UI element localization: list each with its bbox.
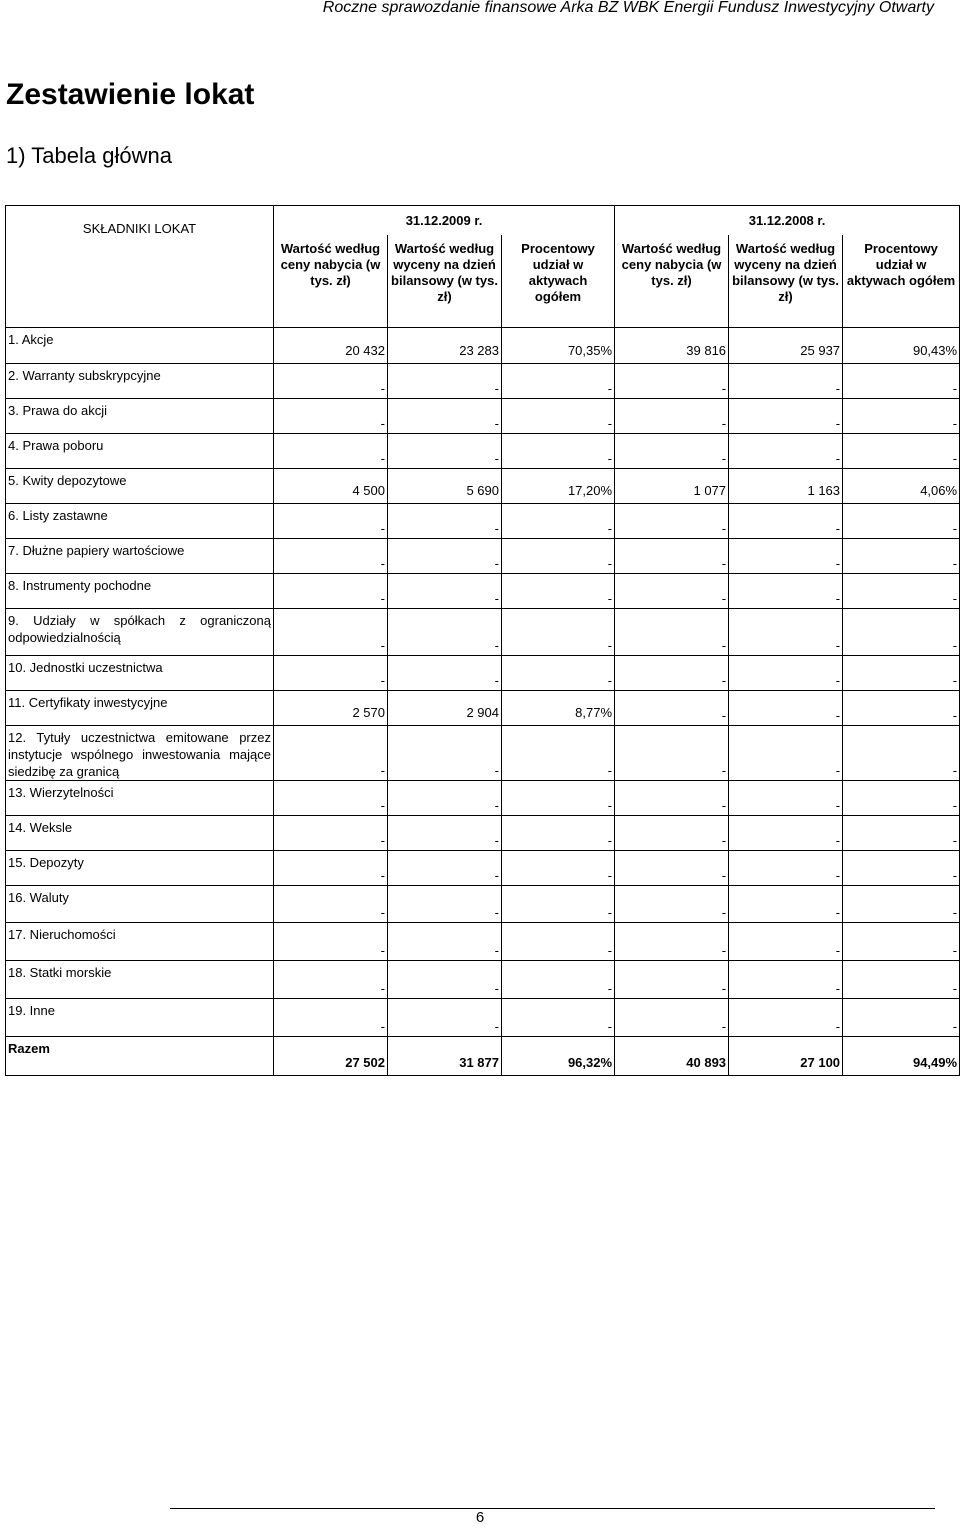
page-title: Zestawienie lokat [6,78,255,111]
table-row [6,434,960,469]
row-value: - [729,961,843,999]
row-value: - [274,999,388,1037]
row-value: - [729,999,843,1037]
row-value: - [502,726,615,781]
row-label: 17. Nieruchomości [6,923,274,961]
header-col-valuation-2008: Wartość według wyceny na dzień bilansowy (w tys. zł) [729,235,843,328]
total-label: Razem [6,1037,274,1076]
row-value: - [502,399,615,434]
row-value: - [502,999,615,1037]
row-value: - [843,691,960,726]
row-value: - [274,399,388,434]
row-value: - [502,574,615,609]
row-value: 1 077 [615,469,729,504]
table-row [6,574,960,609]
row-value: - [388,886,502,923]
row-value: 2 570 [274,691,388,726]
row-value: - [388,399,502,434]
row-label: 10. Jednostki uczestnictwa [6,656,274,691]
row-value: - [502,609,615,656]
row-value: - [843,434,960,469]
total-value: 94,49% [843,1037,960,1076]
table-row [6,961,960,999]
row-value: 90,43% [843,328,960,364]
table-row [6,781,960,816]
row-label: 4. Prawa poboru [6,434,274,469]
row-value: - [729,781,843,816]
header-period-2009: 31.12.2009 r. [274,206,615,236]
row-value: - [615,816,729,851]
row-value: - [729,923,843,961]
row-value: - [615,434,729,469]
row-value: - [274,434,388,469]
row-value: - [729,399,843,434]
header-col-share-2008: Procentowy udział w aktywach ogółem [843,235,960,328]
row-label: 19. Inne [6,999,274,1037]
row-label: 9. Udziały w spółkach z ograniczoną odpowiedzialnością [6,609,274,656]
row-value: - [843,656,960,691]
row-label: 11. Certyfikaty inwestycyjne [6,691,274,726]
row-value: 20 432 [274,328,388,364]
row-value: - [274,851,388,886]
row-value: - [615,504,729,539]
row-label: 13. Wierzytelności [6,781,274,816]
table-row [6,469,960,504]
row-value: - [615,999,729,1037]
row-value: - [729,886,843,923]
table-row [6,364,960,399]
row-value: - [388,609,502,656]
table-row [6,328,960,364]
table-row [6,726,960,781]
section-title: 1) Tabela główna [6,143,172,168]
row-value: - [502,816,615,851]
row-value: - [274,504,388,539]
row-label: 8. Instrumenty pochodne [6,574,274,609]
row-value: - [274,961,388,999]
row-value: - [274,726,388,781]
page-number: 6 [475,1509,485,1526]
row-value: - [615,539,729,574]
table-row [6,504,960,539]
row-value: - [729,691,843,726]
total-value: 27 100 [729,1037,843,1076]
row-value: - [729,851,843,886]
row-value: - [615,886,729,923]
row-value: 39 816 [615,328,729,364]
row-value: - [729,539,843,574]
row-label: 15. Depozyty [6,851,274,886]
row-value: 2 904 [388,691,502,726]
table-row [6,691,960,726]
row-value: - [274,656,388,691]
row-value: - [729,364,843,399]
table-row [6,609,960,656]
row-value: - [729,726,843,781]
row-value: - [615,609,729,656]
row-value: - [388,364,502,399]
table-row [6,851,960,886]
row-label: 14. Weksle [6,816,274,851]
investments-table [5,205,960,1076]
row-value: - [502,504,615,539]
header-col-share-2009: Procentowy udział w aktywach ogółem [502,235,615,328]
row-value: - [502,539,615,574]
row-value: - [274,923,388,961]
row-value: - [502,364,615,399]
table-row [6,816,960,851]
row-value: - [388,656,502,691]
total-row [6,1037,960,1076]
row-value: - [843,923,960,961]
row-value: - [502,961,615,999]
row-value: - [502,886,615,923]
row-label: 1. Akcje [6,328,274,364]
row-value: - [274,539,388,574]
total-value: 27 502 [274,1037,388,1076]
row-value: - [388,851,502,886]
row-value: 4,06% [843,469,960,504]
row-value: - [843,399,960,434]
header-col-cost-2009: Wartość według ceny nabycia (w tys. zł) [274,235,388,328]
row-label: 12. Tytuły uczestnictwa emitowane przez instytucje wspólnego inwestowania mające siedzibę za granicą [6,726,274,781]
total-value: 40 893 [615,1037,729,1076]
row-value: - [843,364,960,399]
header-skladniki: SKŁADNIKI LOKAT [6,206,274,328]
row-value: - [615,399,729,434]
row-value: - [388,726,502,781]
running-header: Roczne sprawozdanie finansowe Arka BZ WBK Energii Fundusz Inwestycyjny Otwarty [322,0,934,16]
row-value: 25 937 [729,328,843,364]
row-value: - [729,656,843,691]
header-col-valuation-2009: Wartość według wyceny na dzień bilansowy (w tys. zł) [388,235,502,328]
row-label: 18. Statki morskie [6,961,274,999]
row-value: - [843,781,960,816]
row-value: - [843,726,960,781]
row-value: - [843,539,960,574]
row-value: - [274,364,388,399]
row-value: - [502,923,615,961]
row-value: - [502,851,615,886]
row-value: - [729,504,843,539]
row-value: 70,35% [502,328,615,364]
row-value: - [729,434,843,469]
row-value: - [388,816,502,851]
row-value: - [388,574,502,609]
row-label: 7. Dłużne papiery wartościowe [6,539,274,574]
header-period-2008: 31.12.2008 r. [615,206,960,236]
row-value: 1 163 [729,469,843,504]
row-value: - [843,961,960,999]
row-value: - [729,574,843,609]
header-col-cost-2008: Wartość według ceny nabycia (w tys. zł) [615,235,729,328]
table-row [6,923,960,961]
row-label: 2. Warranty subskrypcyjne [6,364,274,399]
row-value: - [502,781,615,816]
row-value: - [843,816,960,851]
row-value: - [615,364,729,399]
row-value: - [615,656,729,691]
row-value: - [729,609,843,656]
row-value: - [274,574,388,609]
row-value: - [843,574,960,609]
table-row [6,399,960,434]
row-value: 8,77% [502,691,615,726]
row-value: - [843,609,960,656]
row-value: - [615,923,729,961]
row-value: - [615,781,729,816]
row-value: - [388,923,502,961]
row-value: 5 690 [388,469,502,504]
row-value: - [615,726,729,781]
row-value: - [388,961,502,999]
row-label: 16. Waluty [6,886,274,923]
row-value: - [388,539,502,574]
row-value: - [274,816,388,851]
row-label: 3. Prawa do akcji [6,399,274,434]
row-value: - [274,781,388,816]
row-value: - [615,961,729,999]
row-value: - [843,851,960,886]
row-value: - [274,609,388,656]
row-value: - [502,434,615,469]
row-value: - [388,999,502,1037]
total-value: 31 877 [388,1037,502,1076]
total-value: 96,32% [502,1037,615,1076]
row-value: - [388,781,502,816]
row-label: 6. Listy zastawne [6,504,274,539]
row-value: - [388,504,502,539]
row-value: - [843,886,960,923]
table-row [6,999,960,1037]
row-value: - [843,999,960,1037]
row-value: - [274,886,388,923]
table-row [6,656,960,691]
row-value: 4 500 [274,469,388,504]
row-value: 17,20% [502,469,615,504]
table-row [6,539,960,574]
row-value: - [843,504,960,539]
row-value: - [615,574,729,609]
row-value: - [615,851,729,886]
table-row [6,886,960,923]
row-value: - [615,691,729,726]
row-label: 5. Kwity depozytowe [6,469,274,504]
row-value: 23 283 [388,328,502,364]
row-value: - [388,434,502,469]
row-value: - [729,816,843,851]
row-value: - [502,656,615,691]
